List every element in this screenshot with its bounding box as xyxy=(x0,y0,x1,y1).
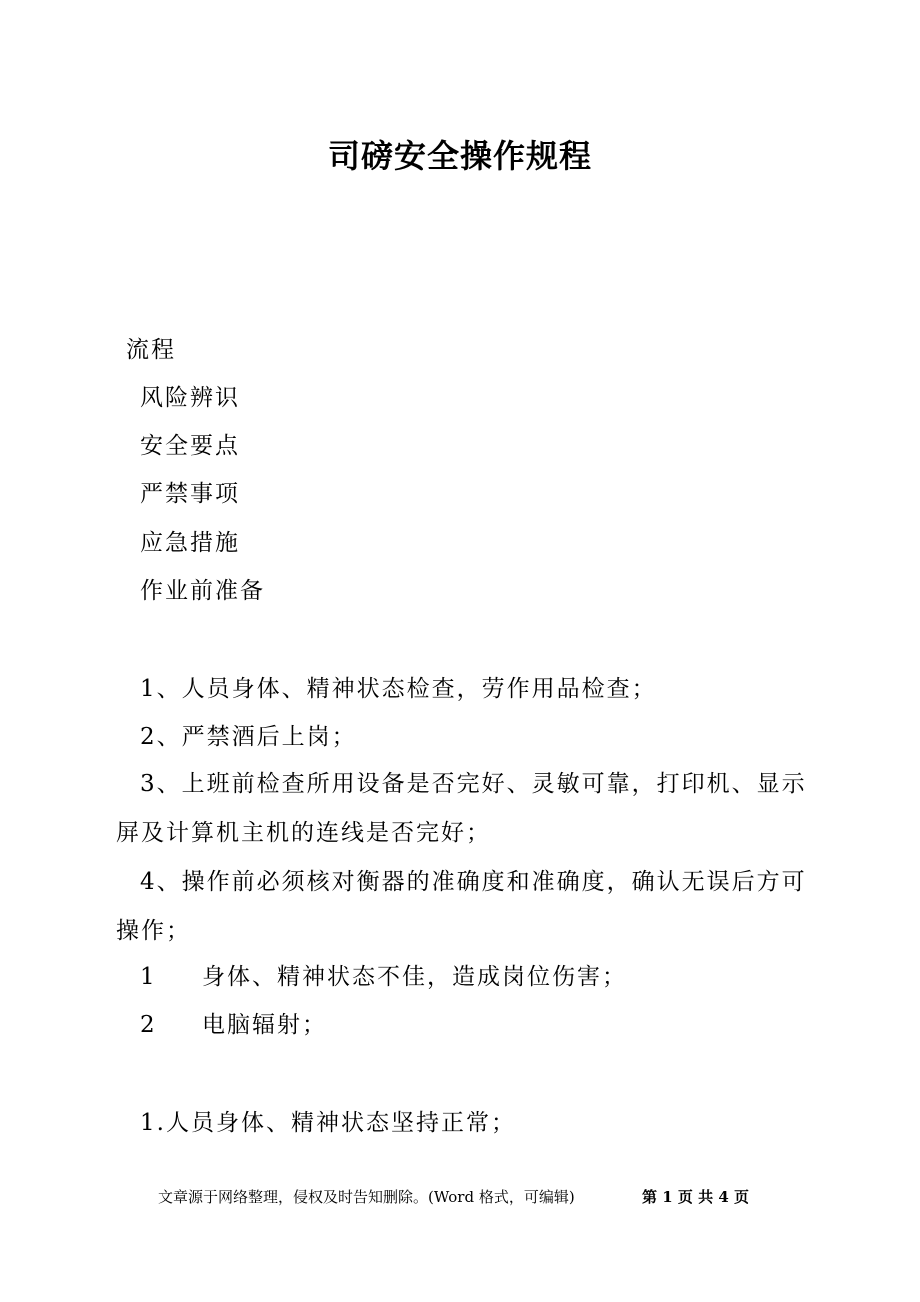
risk-item xyxy=(140,962,627,992)
prep-step: 2、严禁酒后上岗； xyxy=(140,724,357,750)
prep-step: 1、人员身体、精神状态检查，劳作用品检查； xyxy=(140,676,657,702)
document-title: 司磅安全操作规程 xyxy=(327,137,592,175)
risk-item xyxy=(140,1010,327,1040)
page-number: 第 1 页 共 4 页 xyxy=(642,1188,749,1206)
risk-number: 2 xyxy=(140,1012,157,1038)
risk-text: 电脑辐射； xyxy=(202,1012,327,1038)
safety-point: 1.人员身体、精神状态坚持正常； xyxy=(140,1110,516,1136)
risk-number: 1 xyxy=(140,964,157,990)
prep-step: 4、操作前必须核对衡器的准确度和准确度，确认无误后方可操作； xyxy=(116,869,807,944)
outline-item: 应急措施 xyxy=(140,530,240,556)
prep-step: 3、上班前检查所用设备是否完好、灵敏可靠，打印机、显示屏及计算机主机的连线是否完好； xyxy=(116,771,807,846)
footer-note: 文章源于网络整理，侵权及时告知删除。(Word 格式，可编辑) xyxy=(158,1188,575,1206)
outline-item: 风险辨识 xyxy=(140,385,240,411)
risk-text: 身体、精神状态不佳，造成岗位伤害； xyxy=(202,964,627,990)
outline-item: 安全要点 xyxy=(140,433,240,459)
outline-item: 作业前准备 xyxy=(140,578,265,604)
outline-heading: 流程 xyxy=(126,337,176,363)
outline-item: 严禁事项 xyxy=(140,481,240,507)
